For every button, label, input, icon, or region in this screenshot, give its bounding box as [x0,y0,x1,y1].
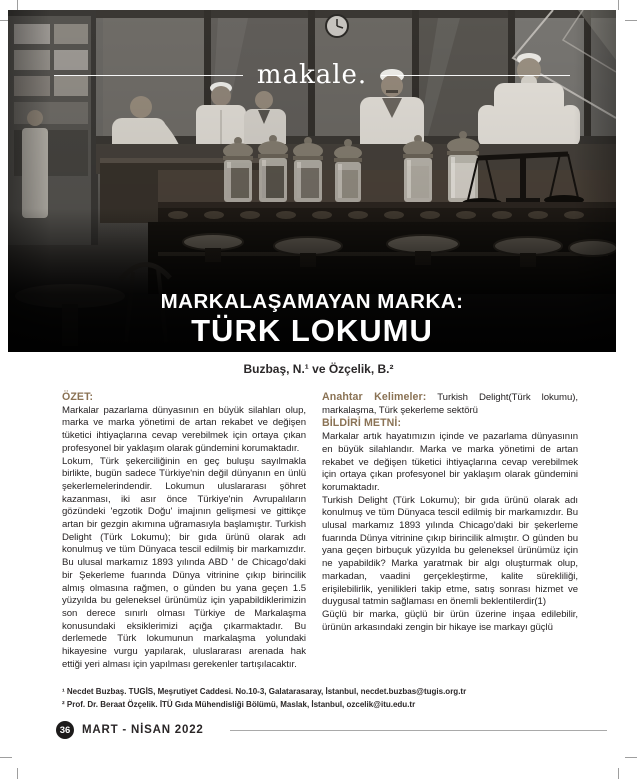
article-title [8,291,616,349]
keywords-text: Turkish Delight(Türk lokumu), markalaşma, Türk şekerleme sektörü [322,392,578,416]
crop-mark-top-right-v [618,0,619,10]
page-number-badge: 36 [56,721,74,739]
masthead-label: makale. [256,60,368,90]
body-column [322,391,578,634]
body-paragraph-3: Güçlü bir marka, güçlü bir ürün üzerine inşaa edilebilir, ürünün arkasındaki zengin bir hikaye ise markayı güçlü [322,608,578,633]
body-paragraph-1: Markalar artık hayatımızın içinde ve pazarlama dünyasının en büyük silahlandır. Marka ve marka yönetimi de artan rekabet ve değişen tüketici ihtiyaçlarına cevap verebilmek için ortaya çıkan profesyonel bir yaklaşım olarak gündemini korumaktadır. [322,431,578,493]
footnote-1: ¹ Necdet Buzbaş. TUGİS, Meşrutiyet Caddesi. No.10-3, Galatarasaray, İstanbul, necdet.buzbas@tugis.org.tr [62,687,467,696]
footnotes [62,686,582,711]
ozet-heading: ÖZET: [62,391,94,403]
crop-mark-bottom-right-v [618,768,619,779]
footer-rule [230,730,607,731]
article-title-line1: MARKALAŞAMAYAN MARKA: [160,289,464,313]
crop-mark-top-left-v [17,0,18,10]
masthead [8,62,616,88]
abstract-paragraph-1: Markalar pazarlama dünyasının en büyük silahları olup, marka ve marka yönetimi de artan rekabet ve değişen tüketici ihtiyaçlarına cevap verebilmek için ortaya çıkan profesyonel bir yaklaşım olarak gündemini korumaktadır. [62,404,306,454]
page-footer [56,721,607,739]
crop-mark-bottom-left-h [0,757,12,758]
article-title-line2: TÜRK LOKUMU [191,313,433,349]
issue-label: MART - NİSAN 2022 [82,724,204,736]
crop-mark-top-right-h [625,20,637,21]
crop-mark-bottom-left-v [17,768,18,779]
footnote-2: ² Prof. Dr. Beraat Özçelik. İTÜ Gıda Mühendisliği Bölümü, Maslak, İstanbul, ozcelik@itu.edu.tr [62,699,416,709]
author-line: Buzbaş, N.¹ ve Özçelik, B.² [243,362,394,376]
bildiri-heading: BİLDİRİ METNİ: [322,417,402,430]
keywords-label: Anahtar Kelimeler: [322,391,427,403]
masthead-rule-left [54,75,243,76]
masthead-rule-right [381,75,570,76]
body-paragraph-2: Turkish Delight (Türk Lokumu); bir gıda ürünü olarak adı konulmuş ve tüm Dünyaca tescil edilmiş bir markamızdır. Bu ulusal markamız 1893 yılında Chicago'daki bir şekerleme fuarında Dünya vitrinine çıkıp birincilik almıştır. O günden bu yana geçen birbuçuk yüzyılda bu geleneksel ürünümüz için ne yapabildik? Marka yaratmak bir algı oluşturmak olup, markadan, vaadini gerçekleştirme, kalite sürekliliği, erişilebilirlik, yenilikleri takip etme, satış sonrası hizmet ve duygusal tatmin sağlaması en önemli beklentilerdir(1) [322,494,578,608]
crop-mark-bottom-right-h [625,757,637,758]
confectionery-shop-photo [8,10,616,352]
abstract-paragraph-2: Lokum, Türk şekerciliğinin en geç buluşu sayılmakla birlikte, bugün sadece Türkiye'nin değil dünyanın en ünlü şekerlemelerindendir. Lokumun uluslararası şöhret kazanması, iki asır önce Türkiye'nin Avrupalıların gözündeki 'egzotik Doğu' imajının gelişmesi ve gittikçe artan bir gezgin akımına uğramasıyla başlamıştır. Turkish Delight (Türk Lokumu); bir gıda ürünü olarak adı konulmuş ve tüm Dünyaca tescil edilmiş bir markamızdır. Bu ulusal markamız 1893 yılında ABD ' de Chicago'daki bir Şekerleme fuarında Dünya vitrinine çıkıp birincilik almış olmasına rağmen, o günden bu yana geçen 1.5 yüzyılda bu geleneksel ürünümüz için yapabildiklerimizin son derece sınırlı olması Türkiye de Markalaşma konusundaki eksiklerimizi açığa çıkarmaktadır. Bu derlemede Türk lokumunun markalaşma yolundaki hikayesine vurgu yapılarak, uluslararası arenada hak ettiği yeri alması için yapılması gerekenler tartışılacaktır. [62,455,306,670]
abstract-column [62,391,306,671]
keywords [322,391,578,417]
